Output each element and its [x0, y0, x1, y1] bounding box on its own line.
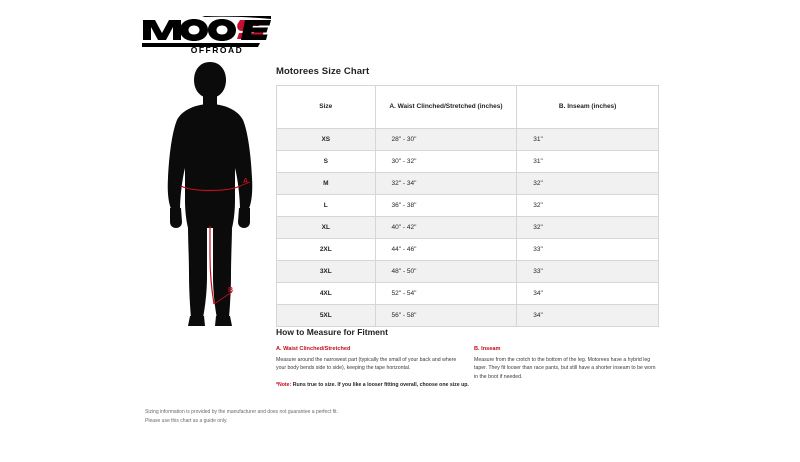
cell-inseam: 33"	[517, 261, 659, 283]
cell-size: 5XL	[277, 305, 376, 327]
howto-waist-heading: A. Waist Clinched/Stretched	[276, 346, 351, 352]
page-title: Motorees Size Chart	[276, 66, 370, 77]
cell-size: 3XL	[277, 261, 376, 283]
cell-waist: 48" - 50"	[375, 261, 517, 283]
cell-size: XL	[277, 217, 376, 239]
note-body: Runs true to size. If you like a looser fitting overall, choose one size up.	[292, 382, 469, 388]
footer-line-2: Please use this chart as a guide only.	[145, 418, 228, 424]
cell-waist: 52" - 54"	[375, 283, 517, 305]
cell-waist: 28" - 30"	[375, 129, 517, 151]
cell-waist: 32" - 34"	[375, 173, 517, 195]
svg-text:OFFROAD: OFFROAD	[190, 45, 244, 55]
cell-inseam: 31"	[517, 151, 659, 173]
cell-inseam: 32"	[517, 173, 659, 195]
measure-marker-b: B	[228, 287, 234, 294]
moose-offroad-logo	[142, 16, 272, 56]
cell-size: L	[277, 195, 376, 217]
table-row	[277, 195, 659, 217]
howto-waist-body: Measure around the narrowest part (typically the small of your back and where your body bends side to side), keeping the tape horizontal.	[276, 356, 457, 372]
column-header-size: Size	[277, 86, 376, 129]
table-row	[277, 129, 659, 151]
body-silhouette-figure	[150, 60, 270, 330]
table-row	[277, 151, 659, 173]
cell-size: XS	[277, 129, 376, 151]
measure-marker-a: A	[243, 178, 249, 185]
sizing-note	[276, 382, 469, 390]
column-header-waist: A. Waist Clinched/Stretched (inches)	[375, 86, 517, 129]
cell-waist: 44" - 46"	[375, 239, 517, 261]
howto-waist-section	[276, 345, 462, 373]
footer-line-1: Sizing information is provided by the manufacturer and does not guarantee a perfect fit.	[145, 409, 338, 415]
size-chart-table	[276, 85, 659, 327]
note-lead: *Note:	[276, 382, 292, 388]
cell-waist: 30" - 32"	[375, 151, 517, 173]
table-row	[277, 173, 659, 195]
howto-inseam-section	[474, 345, 660, 381]
cell-waist: 36" - 38"	[375, 195, 517, 217]
cell-size: S	[277, 151, 376, 173]
mannequin-icon	[150, 60, 270, 330]
cell-waist: 56" - 58"	[375, 305, 517, 327]
cell-size: M	[277, 173, 376, 195]
howto-inseam-body: Measure from the crotch to the bottom of the leg. Motorees have a hybrid leg taper. They fit looser than race pants, but still have a shorter inseam to be worn in the boot if needed.	[474, 356, 656, 380]
table-header	[277, 86, 659, 129]
cell-inseam: 34"	[517, 305, 659, 327]
table-header-row	[277, 86, 659, 129]
howto-title: How to Measure for Fitment	[276, 327, 388, 337]
cell-size: 4XL	[277, 283, 376, 305]
cell-inseam: 33"	[517, 239, 659, 261]
table-body	[277, 129, 659, 327]
cell-inseam: 32"	[517, 217, 659, 239]
howto-inseam-heading: B. Inseam	[474, 346, 501, 352]
table-row	[277, 283, 659, 305]
cell-inseam: 34"	[517, 283, 659, 305]
footer-disclaimer	[145, 408, 338, 426]
cell-waist: 40" - 42"	[375, 217, 517, 239]
column-header-inseam: B. Inseam (inches)	[517, 86, 659, 129]
cell-inseam: 32"	[517, 195, 659, 217]
table-row	[277, 261, 659, 283]
table-row	[277, 239, 659, 261]
table-row	[277, 305, 659, 327]
logo-icon	[142, 16, 272, 56]
cell-size: 2XL	[277, 239, 376, 261]
cell-inseam: 31"	[517, 129, 659, 151]
table-row	[277, 217, 659, 239]
